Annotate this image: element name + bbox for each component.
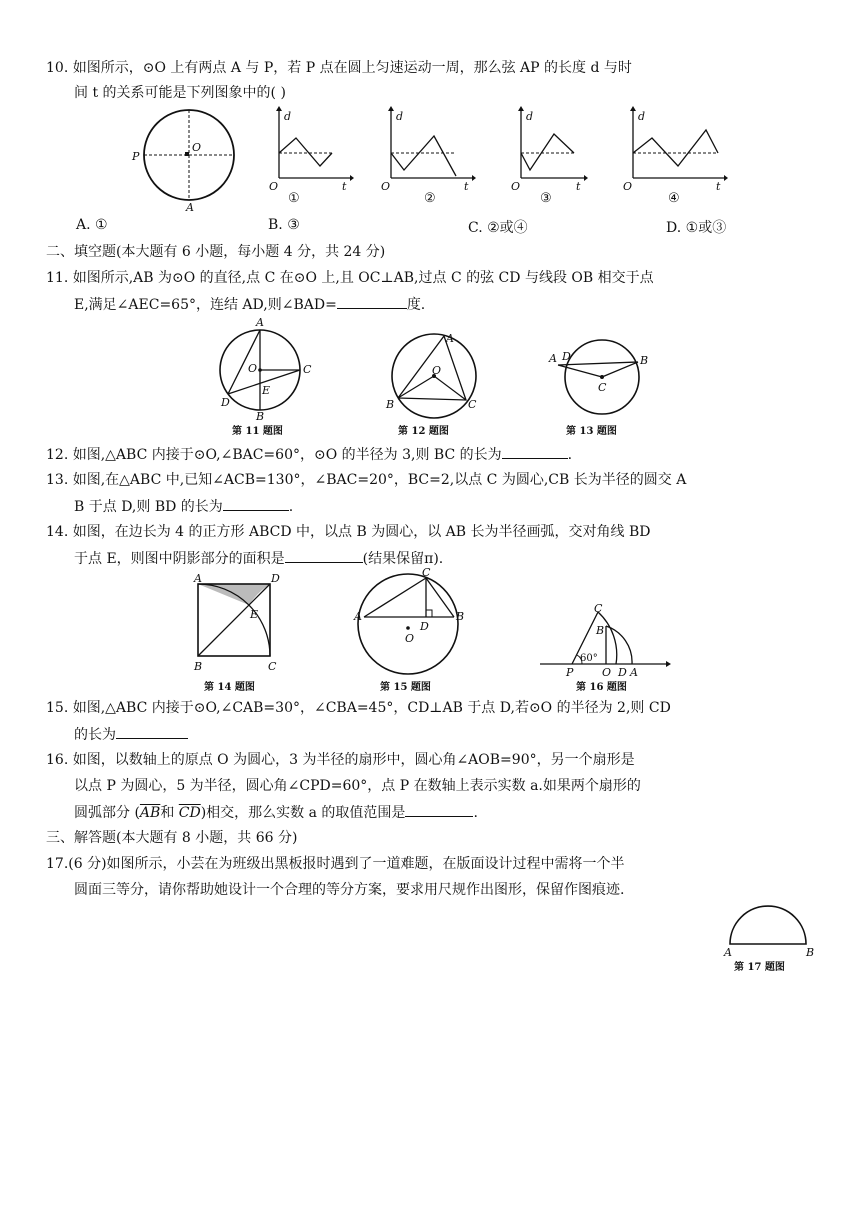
q11-line2: E,满足∠AEC=65°，连结 AD,则∠BAD= 度. — [74, 294, 425, 315]
svg-text:C: C — [268, 660, 277, 673]
svg-text:A: A — [630, 666, 638, 679]
svg-text:t: t — [576, 180, 581, 193]
svg-text:O: O — [432, 364, 442, 377]
svg-text:A: A — [724, 946, 732, 959]
svg-text:A: A — [194, 572, 202, 585]
svg-text:D: D — [271, 572, 280, 585]
q10-line2: 间 t 的关系可能是下列图象中的( ) — [74, 85, 286, 101]
svg-text:C: C — [422, 566, 431, 579]
svg-text:第 15 题图: 第 15 题图 — [380, 682, 431, 693]
svg-text:D: D — [618, 666, 627, 679]
q10-graph-3 — [504, 108, 594, 208]
svg-text:B: B — [640, 354, 649, 367]
svg-text:C: C — [598, 381, 607, 394]
q11-line1: 11. 如图所示,AB 为⊙O 的直径,点 C 在⊙O 上,且 OC⊥AB,过点 C 的弦 CD 与线段 OB 相交于点 — [46, 270, 654, 286]
svg-text:d: d — [396, 110, 404, 123]
svg-text:O: O — [269, 180, 279, 193]
svg-text:d: d — [638, 110, 646, 123]
q10-option-d[interactable]: D. ①或③ — [666, 220, 727, 236]
svg-text:A: A — [186, 201, 194, 214]
q14-figure — [192, 572, 292, 696]
q15-line2: 的长为 — [74, 724, 188, 745]
q11-answer-blank[interactable] — [337, 294, 407, 309]
q14-line2: 于点 E，则图中阴影部分的面积是 (结果保留π). — [74, 548, 443, 569]
svg-text:B: B — [806, 946, 815, 959]
svg-text:D: D — [562, 350, 571, 363]
svg-text:60°: 60° — [580, 653, 598, 664]
q12-figure — [380, 330, 490, 437]
svg-text:O: O — [405, 632, 415, 645]
q16-figure — [536, 604, 676, 694]
svg-text:第 17 题图: 第 17 题图 — [734, 962, 785, 973]
q13-answer-blank[interactable] — [223, 496, 289, 511]
q14-line1: 14. 如图，在边长为 4 的正方形 ABCD 中，以点 B 为圆心，以 AB 长为半径画弧，交对角线 BD — [46, 524, 651, 540]
svg-text:③: ③ — [540, 191, 552, 206]
svg-text:④: ④ — [668, 191, 680, 206]
svg-text:t: t — [464, 180, 469, 193]
svg-text:第 14 题图: 第 14 题图 — [204, 682, 255, 693]
svg-text:P: P — [132, 150, 140, 163]
svg-text:C: C — [303, 363, 312, 376]
svg-text:D: D — [420, 620, 429, 633]
svg-text:d: d — [284, 110, 292, 123]
svg-text:①: ① — [288, 191, 300, 206]
q10-line1: 10. 如图所示，⊙O 上有两点 A 与 P，若 P 点在圆上匀速运动一周，那么弦 AP 的长度 d 与时 — [46, 60, 632, 76]
q10-graph-1 — [262, 108, 352, 208]
svg-text:C: C — [468, 398, 477, 411]
section-2-heading: 二、填空题(本大题有 6 小题，每小题 4 分，共 24 分) — [46, 244, 386, 260]
svg-text:O: O — [192, 141, 202, 154]
svg-text:O: O — [602, 666, 612, 679]
q10-circle-figure — [132, 105, 250, 215]
q16-line1: 16. 如图，以数轴上的原点 O 为圆心，3 为半径的扇形中，圆心角∠AOB=90°，另一个扇形是 — [46, 752, 635, 768]
svg-text:O: O — [248, 362, 258, 375]
svg-text:P: P — [566, 666, 574, 679]
q10-option-c[interactable]: C. ②或④ — [468, 220, 528, 236]
svg-text:E: E — [250, 608, 259, 621]
section-3-heading: 三、解答题(本大题有 8 小题，共 66 分) — [46, 830, 298, 846]
svg-text:B: B — [194, 660, 203, 673]
svg-text:第 13 题图: 第 13 题图 — [566, 426, 617, 437]
svg-text:C: C — [594, 602, 603, 615]
q10-option-b[interactable]: B. ③ — [268, 217, 300, 233]
svg-text:A: A — [549, 352, 557, 365]
svg-text:B: B — [256, 410, 265, 423]
q17-figure — [722, 904, 822, 976]
q16-line3: 圆弧部分 ($\overline{AB}$和 $\overline{CD}$)相交，那么实数 a 的取值范围是 . — [74, 802, 478, 823]
svg-text:B: B — [596, 624, 605, 637]
svg-text:B: B — [386, 398, 395, 411]
svg-text:t: t — [716, 180, 721, 193]
arc-ab-label: $\overline{AB}$ — [139, 805, 161, 821]
svg-text:O: O — [381, 180, 391, 193]
svg-text:D: D — [221, 396, 230, 409]
q10-graph-2 — [374, 108, 474, 208]
q15-figure — [350, 566, 470, 694]
svg-text:d: d — [526, 110, 534, 123]
q10-graph-4 — [616, 108, 731, 208]
q14-answer-blank[interactable] — [285, 548, 363, 563]
q15-line1: 15. 如图,△ABC 内接于⊙O,∠CAB=30°，∠CBA=45°，CD⊥AB 于点 D,若⊙O 的半径为 2,则 CD — [46, 700, 671, 716]
svg-text:第 16 题图: 第 16 题图 — [576, 682, 627, 693]
arc-cd-label: $\overline{CD}$ — [178, 805, 201, 821]
q15-answer-blank[interactable] — [116, 724, 188, 739]
q10-option-a[interactable]: A. ① — [76, 217, 108, 233]
q16-line2: 以点 P 为圆心，5 为半径，圆心角∠CPD=60°，点 P 在数轴上表示实数 a.如果两个扇形的 — [74, 778, 641, 794]
q13-line2: B 于点 D,则 BD 的长为 . — [74, 496, 293, 517]
svg-text:第 11 题图: 第 11 题图 — [232, 426, 283, 437]
svg-text:B: B — [456, 610, 465, 623]
q17-line2: 圆面三等分，请你帮助她设计一个合理的等分方案，要求用尺规作出图形，保留作图痕迹. — [74, 882, 625, 898]
q11-figure — [218, 314, 318, 437]
svg-text:A: A — [256, 316, 264, 329]
q13-line1: 13. 如图,在△ABC 中,已知∠ACB=130°，∠BAC=20°，BC=2,以点 C 为圆心,CB 长为半径的圆交 A — [46, 472, 687, 488]
q16-answer-blank[interactable] — [405, 802, 473, 817]
q13-figure — [544, 340, 654, 436]
svg-text:②: ② — [424, 191, 436, 206]
svg-text:t: t — [342, 180, 347, 193]
q17-line1: 17.(6 分)如图所示，小芸在为班级出黑板报时遇到了一道难题，在版面设计过程中需将一个半 — [46, 856, 625, 872]
svg-text:O: O — [623, 180, 633, 193]
q12-line: 12. 如图,△ABC 内接于⊙O,∠BAC=60°，⊙O 的半径为 3,则 BC 的长为 . — [46, 444, 572, 465]
q12-answer-blank[interactable] — [502, 444, 568, 459]
svg-text:E: E — [262, 384, 271, 397]
svg-text:A: A — [354, 610, 362, 623]
svg-text:O: O — [511, 180, 521, 193]
svg-text:A: A — [446, 332, 454, 345]
svg-text:第 12 题图: 第 12 题图 — [398, 426, 449, 437]
